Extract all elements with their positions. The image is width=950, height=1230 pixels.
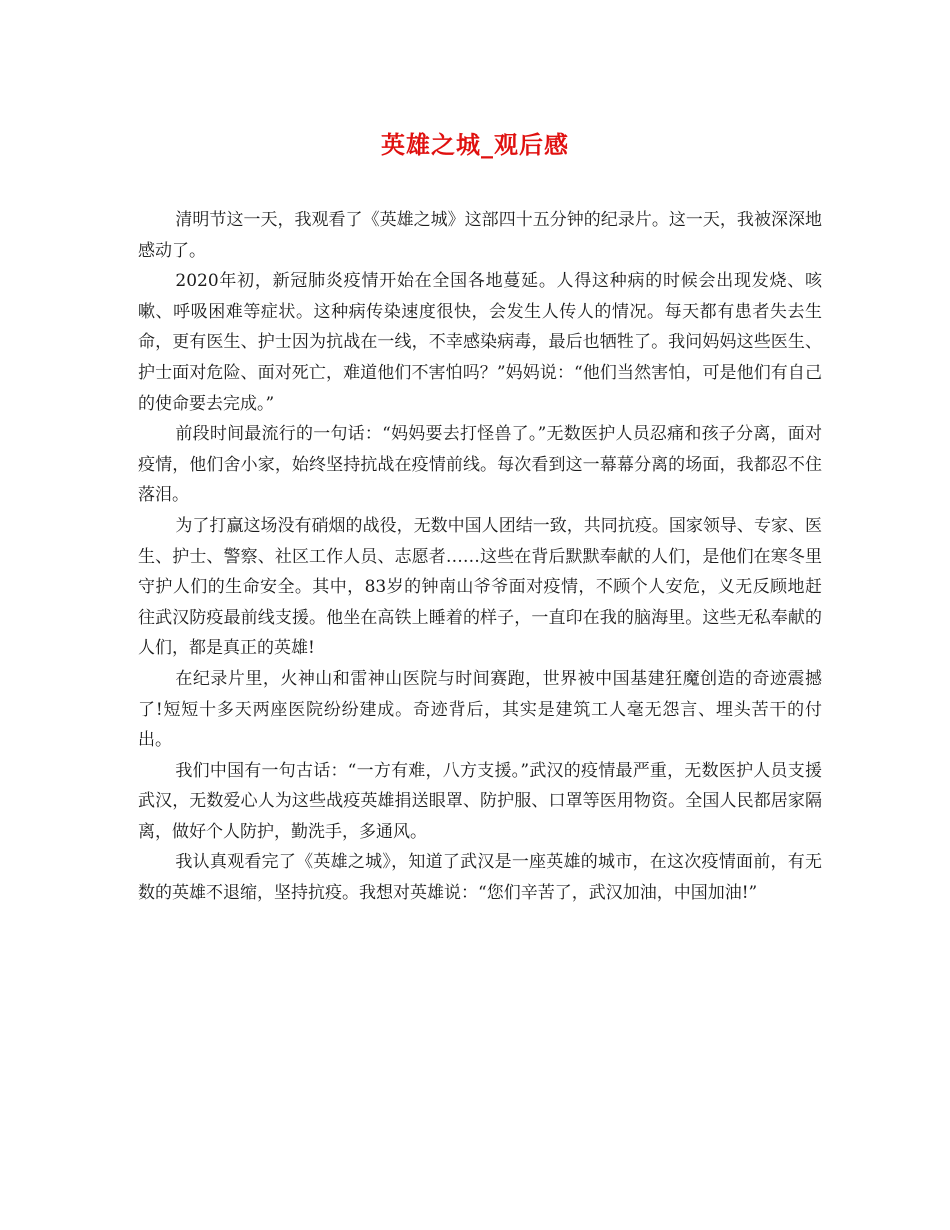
paragraph: 2020年初，新冠肺炎疫情开始在全国各地蔓延。人得这种病的时候会出现发烧、咳嗽、呼吸困难等症状。这种病传染速度很快，会发生人传人的情况。每天都有患者失去生命，更有医生、护士因为抗战在一线，不幸感染病毒，最后也牺牲了。我问妈妈这些医生、护士面对危险、面对死亡，难道他们不害怕吗？”妈妈说：“他们当然害怕，可是他们有自己的使命要去完成。” (138, 271, 822, 414)
document-body (138, 205, 822, 909)
paragraph: 清明节这一天，我观看了《英雄之城》这部四十五分钟的纪录片。这一天，我被深深地感动了。 (138, 210, 822, 261)
document-title: 英雄之城_观后感 (381, 130, 569, 159)
paragraph: 我们中国有一句古话：“一方有难，八方支援。”武汉的疫情最严重，无数医护人员支援武汉，无数爱心人为这些战疫英雄捐送眼罩、防护服、口罩等医用物资。全国人民都居家隔离，做好个人防护，勤洗手，多通风。 (138, 760, 822, 842)
paragraph: 为了打赢这场没有硝烟的战役，无数中国人团结一致，共同抗疫。国家领导、专家、医生、护士、警察、社区工作人员、志愿者……这些在背后默默奉献的人们，是他们在寒冬里守护人们的生命安全。其中，83岁的钟南山爷爷面对疫情，不顾个人安危，义无反顾地赶往武汉防疫最前线支援。他坐在高铁上睡着的样子，一直印在我的脑海里。这些无私奉献的人们，都是真正的英雄! (138, 515, 822, 659)
paragraph: 前段时间最流行的一句话：“妈妈要去打怪兽了。”无数医护人员忍痛和孩子分离，面对疫情，他们舍小家，始终坚持抗战在疫情前线。每次看到这一幕幕分离的场面，我都忍不住落泪。 (138, 424, 822, 506)
paragraph: 在纪录片里，火神山和雷神山医院与时间赛跑，世界被中国基建狂魔创造的奇迹震撼了!短短十多天两座医院纷纷建成。奇迹背后，其实是建筑工人毫无怨言、埋头苦干的付出。 (138, 668, 822, 751)
paragraph: 我认真观看完了《英雄之城》，知道了武汉是一座英雄的城市，在这次疫情面前，有无数的英雄不退缩，坚持抗疫。我想对英雄说：“您们辛苦了，武汉加油，中国加油!” (138, 852, 822, 904)
